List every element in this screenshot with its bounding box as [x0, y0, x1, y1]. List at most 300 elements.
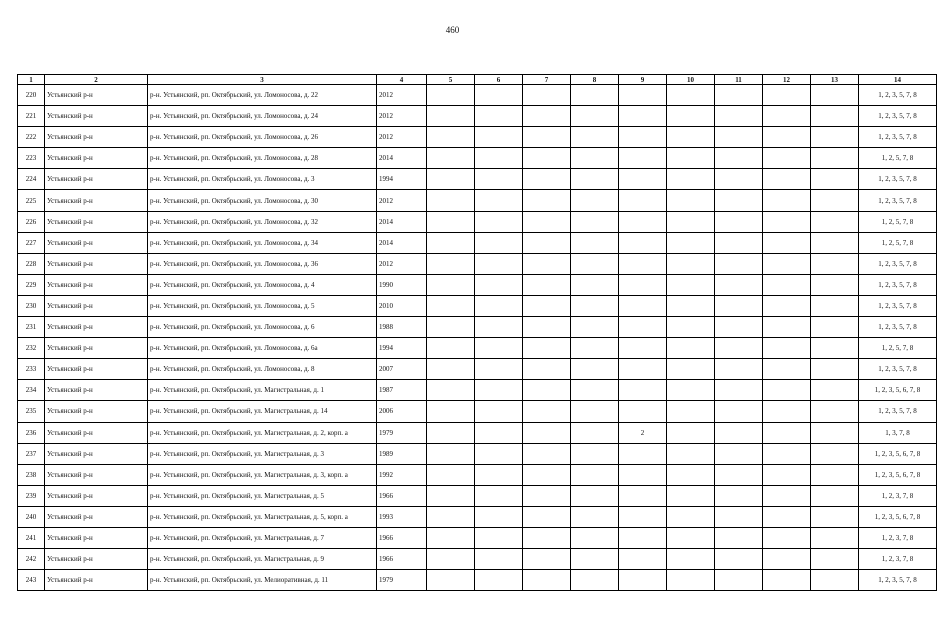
row-number: 226: [18, 211, 45, 232]
row-number: 224: [18, 169, 45, 190]
table-row: [18, 464, 937, 485]
empty-cell: [763, 127, 811, 148]
column-9-cell: [619, 570, 667, 591]
empty-cell: [427, 464, 475, 485]
table-row: [18, 232, 937, 253]
empty-cell: [811, 422, 859, 443]
empty-cell: [427, 85, 475, 106]
column-9-cell: [619, 380, 667, 401]
empty-cell: [667, 211, 715, 232]
empty-cell: [571, 211, 619, 232]
year-cell: 2014: [377, 211, 427, 232]
row-number: 222: [18, 127, 45, 148]
codes-cell: 1, 2, 5, 7, 8: [859, 232, 937, 253]
empty-cell: [715, 380, 763, 401]
table-row: [18, 485, 937, 506]
empty-cell: [523, 443, 571, 464]
empty-cell: [427, 190, 475, 211]
district-cell: Устьянский р-н: [45, 443, 148, 464]
address-cell: р-н. Устьянский, рп. Октябрьский, ул. Магистральная, д. 2, корп. а: [148, 422, 377, 443]
empty-cell: [715, 211, 763, 232]
empty-cell: [763, 380, 811, 401]
empty-cell: [715, 85, 763, 106]
table-row: [18, 570, 937, 591]
district-cell: Устьянский р-н: [45, 232, 148, 253]
empty-cell: [571, 549, 619, 570]
empty-cell: [763, 106, 811, 127]
codes-cell: 1, 2, 3, 5, 7, 8: [859, 570, 937, 591]
codes-cell: 1, 2, 3, 5, 7, 8: [859, 190, 937, 211]
column-header: 5: [427, 75, 475, 85]
table-row: [18, 190, 937, 211]
empty-cell: [811, 190, 859, 211]
empty-cell: [523, 85, 571, 106]
year-cell: 2010: [377, 295, 427, 316]
empty-cell: [715, 485, 763, 506]
empty-cell: [811, 106, 859, 127]
district-cell: Устьянский р-н: [45, 485, 148, 506]
column-header: 13: [811, 75, 859, 85]
column-9-cell: [619, 527, 667, 548]
empty-cell: [571, 190, 619, 211]
empty-cell: [667, 317, 715, 338]
codes-cell: 1, 2, 3, 7, 8: [859, 549, 937, 570]
empty-cell: [427, 169, 475, 190]
empty-cell: [427, 506, 475, 527]
empty-cell: [715, 570, 763, 591]
table-row: [18, 211, 937, 232]
column-9-cell: [619, 148, 667, 169]
year-cell: 1966: [377, 549, 427, 570]
empty-cell: [475, 169, 523, 190]
empty-cell: [715, 190, 763, 211]
column-9-cell: [619, 359, 667, 380]
table-row: [18, 148, 937, 169]
table-row: [18, 380, 937, 401]
empty-cell: [811, 211, 859, 232]
empty-cell: [475, 380, 523, 401]
empty-cell: [811, 295, 859, 316]
empty-cell: [427, 485, 475, 506]
empty-cell: [715, 401, 763, 422]
empty-cell: [763, 211, 811, 232]
empty-cell: [427, 106, 475, 127]
column-9-cell: [619, 485, 667, 506]
column-9-cell: [619, 232, 667, 253]
empty-cell: [427, 295, 475, 316]
district-cell: Устьянский р-н: [45, 549, 148, 570]
row-number: 228: [18, 253, 45, 274]
district-cell: Устьянский р-н: [45, 85, 148, 106]
empty-cell: [667, 148, 715, 169]
empty-cell: [763, 169, 811, 190]
district-cell: Устьянский р-н: [45, 401, 148, 422]
table-row: [18, 317, 937, 338]
empty-cell: [715, 253, 763, 274]
empty-cell: [571, 148, 619, 169]
table-row: [18, 274, 937, 295]
year-cell: 1988: [377, 317, 427, 338]
table-row: [18, 422, 937, 443]
empty-cell: [763, 443, 811, 464]
codes-cell: 1, 2, 5, 7, 8: [859, 148, 937, 169]
empty-cell: [763, 549, 811, 570]
empty-cell: [571, 464, 619, 485]
empty-cell: [763, 359, 811, 380]
address-cell: р-н. Устьянский, рп. Октябрьский, ул. Ломоносова, д. 28: [148, 148, 377, 169]
district-cell: Устьянский р-н: [45, 570, 148, 591]
district-cell: Устьянский р-н: [45, 253, 148, 274]
empty-cell: [427, 380, 475, 401]
empty-cell: [427, 570, 475, 591]
empty-cell: [763, 85, 811, 106]
empty-cell: [475, 211, 523, 232]
empty-cell: [715, 106, 763, 127]
empty-cell: [763, 232, 811, 253]
empty-cell: [763, 570, 811, 591]
empty-cell: [475, 338, 523, 359]
row-number: 227: [18, 232, 45, 253]
empty-cell: [715, 317, 763, 338]
empty-cell: [763, 317, 811, 338]
row-number: 243: [18, 570, 45, 591]
empty-cell: [667, 253, 715, 274]
row-number: 234: [18, 380, 45, 401]
address-cell: р-н. Устьянский, рп. Октябрьский, ул. Ломоносова, д. 3: [148, 169, 377, 190]
address-cell: р-н. Устьянский, рп. Октябрьский, ул. Магистральная, д. 9: [148, 549, 377, 570]
empty-cell: [715, 338, 763, 359]
empty-cell: [763, 527, 811, 548]
year-cell: 2014: [377, 232, 427, 253]
empty-cell: [811, 570, 859, 591]
empty-cell: [715, 127, 763, 148]
column-9-cell: [619, 127, 667, 148]
address-cell: р-н. Устьянский, рп. Октябрьский, ул. Магистральная, д. 5: [148, 485, 377, 506]
empty-cell: [523, 106, 571, 127]
empty-cell: [667, 232, 715, 253]
empty-cell: [667, 422, 715, 443]
year-cell: 2012: [377, 127, 427, 148]
empty-cell: [475, 317, 523, 338]
empty-cell: [475, 570, 523, 591]
district-cell: Устьянский р-н: [45, 295, 148, 316]
empty-cell: [427, 253, 475, 274]
empty-cell: [475, 85, 523, 106]
empty-cell: [523, 253, 571, 274]
address-cell: р-н. Устьянский, рп. Октябрьский, ул. Магистральная, д. 3: [148, 443, 377, 464]
empty-cell: [715, 274, 763, 295]
empty-cell: [667, 127, 715, 148]
header-row: [18, 75, 937, 85]
empty-cell: [763, 274, 811, 295]
empty-cell: [667, 106, 715, 127]
empty-cell: [667, 295, 715, 316]
empty-cell: [667, 549, 715, 570]
codes-cell: 1, 2, 3, 5, 6, 7, 8: [859, 380, 937, 401]
empty-cell: [811, 549, 859, 570]
empty-cell: [475, 127, 523, 148]
table-row: [18, 106, 937, 127]
empty-cell: [811, 317, 859, 338]
codes-cell: 1, 2, 3, 5, 7, 8: [859, 295, 937, 316]
empty-cell: [667, 338, 715, 359]
empty-cell: [715, 422, 763, 443]
empty-cell: [811, 359, 859, 380]
address-cell: р-н. Устьянский, рп. Октябрьский, ул. Ломоносова, д. 6: [148, 317, 377, 338]
district-cell: Устьянский р-н: [45, 169, 148, 190]
empty-cell: [475, 359, 523, 380]
empty-cell: [523, 274, 571, 295]
column-9-cell: [619, 190, 667, 211]
empty-cell: [523, 295, 571, 316]
year-cell: 1994: [377, 169, 427, 190]
empty-cell: [667, 359, 715, 380]
codes-cell: 1, 2, 3, 5, 7, 8: [859, 127, 937, 148]
empty-cell: [763, 190, 811, 211]
empty-cell: [667, 464, 715, 485]
empty-cell: [763, 253, 811, 274]
address-cell: р-н. Устьянский, рп. Октябрьский, ул. Магистральная, д. 3, корп. а: [148, 464, 377, 485]
district-cell: Устьянский р-н: [45, 506, 148, 527]
district-cell: Устьянский р-н: [45, 464, 148, 485]
empty-cell: [811, 232, 859, 253]
district-cell: Устьянский р-н: [45, 211, 148, 232]
registry-table: [17, 74, 937, 591]
empty-cell: [571, 401, 619, 422]
empty-cell: [523, 485, 571, 506]
year-cell: 1993: [377, 506, 427, 527]
address-cell: р-н. Устьянский, рп. Октябрьский, ул. Магистральная, д. 1: [148, 380, 377, 401]
empty-cell: [811, 527, 859, 548]
year-cell: 2012: [377, 253, 427, 274]
column-9-cell: [619, 106, 667, 127]
empty-cell: [523, 127, 571, 148]
row-number: 236: [18, 422, 45, 443]
empty-cell: [763, 464, 811, 485]
empty-cell: [667, 570, 715, 591]
row-number: 233: [18, 359, 45, 380]
district-cell: Устьянский р-н: [45, 317, 148, 338]
empty-cell: [811, 380, 859, 401]
column-header: 10: [667, 75, 715, 85]
district-cell: Устьянский р-н: [45, 127, 148, 148]
table-row: [18, 549, 937, 570]
column-header: 8: [571, 75, 619, 85]
row-number: 231: [18, 317, 45, 338]
year-cell: 1989: [377, 443, 427, 464]
empty-cell: [523, 464, 571, 485]
empty-cell: [715, 443, 763, 464]
empty-cell: [427, 338, 475, 359]
empty-cell: [571, 422, 619, 443]
empty-cell: [475, 106, 523, 127]
row-number: 225: [18, 190, 45, 211]
table-row: [18, 506, 937, 527]
empty-cell: [523, 380, 571, 401]
table-row: [18, 127, 937, 148]
empty-cell: [523, 190, 571, 211]
empty-cell: [475, 464, 523, 485]
year-cell: 1979: [377, 570, 427, 591]
empty-cell: [763, 401, 811, 422]
row-number: 220: [18, 85, 45, 106]
table-row: [18, 527, 937, 548]
row-number: 240: [18, 506, 45, 527]
empty-cell: [523, 359, 571, 380]
address-cell: р-н. Устьянский, рп. Октябрьский, ул. Магистральная, д. 5, корп. а: [148, 506, 377, 527]
empty-cell: [571, 338, 619, 359]
row-number: 237: [18, 443, 45, 464]
empty-cell: [523, 549, 571, 570]
empty-cell: [427, 359, 475, 380]
empty-cell: [715, 169, 763, 190]
empty-cell: [523, 232, 571, 253]
codes-cell: 1, 2, 3, 5, 7, 8: [859, 274, 937, 295]
year-cell: 2014: [377, 148, 427, 169]
year-cell: 2012: [377, 106, 427, 127]
empty-cell: [715, 359, 763, 380]
empty-cell: [763, 295, 811, 316]
empty-cell: [523, 317, 571, 338]
empty-cell: [427, 443, 475, 464]
year-cell: 1992: [377, 464, 427, 485]
codes-cell: 1, 2, 3, 7, 8: [859, 527, 937, 548]
empty-cell: [811, 506, 859, 527]
district-cell: Устьянский р-н: [45, 422, 148, 443]
empty-cell: [427, 422, 475, 443]
empty-cell: [475, 443, 523, 464]
row-number: 239: [18, 485, 45, 506]
address-cell: р-н. Устьянский, рп. Октябрьский, ул. Магистральная, д. 14: [148, 401, 377, 422]
empty-cell: [427, 211, 475, 232]
address-cell: р-н. Устьянский, рп. Октябрьский, ул. Ломоносова, д. 32: [148, 211, 377, 232]
column-header: 6: [475, 75, 523, 85]
empty-cell: [811, 253, 859, 274]
empty-cell: [523, 422, 571, 443]
district-cell: Устьянский р-н: [45, 359, 148, 380]
codes-cell: 1, 2, 3, 5, 6, 7, 8: [859, 506, 937, 527]
table-row: [18, 338, 937, 359]
empty-cell: [475, 485, 523, 506]
empty-cell: [475, 506, 523, 527]
empty-cell: [523, 506, 571, 527]
empty-cell: [571, 443, 619, 464]
address-cell: р-н. Устьянский, рп. Октябрьский, ул. Магистральная, д. 7: [148, 527, 377, 548]
codes-cell: 1, 2, 3, 5, 7, 8: [859, 317, 937, 338]
column-header: 9: [619, 75, 667, 85]
codes-cell: 1, 2, 3, 5, 7, 8: [859, 401, 937, 422]
column-header: 3: [148, 75, 377, 85]
column-9-cell: [619, 169, 667, 190]
column-9-cell: [619, 211, 667, 232]
empty-cell: [715, 295, 763, 316]
column-9-cell: 2: [619, 422, 667, 443]
column-header: 11: [715, 75, 763, 85]
empty-cell: [667, 527, 715, 548]
row-number: 241: [18, 527, 45, 548]
empty-cell: [523, 169, 571, 190]
empty-cell: [571, 232, 619, 253]
year-cell: 2006: [377, 401, 427, 422]
row-number: 230: [18, 295, 45, 316]
row-number: 229: [18, 274, 45, 295]
empty-cell: [667, 380, 715, 401]
address-cell: р-н. Устьянский, рп. Октябрьский, ул. Ломоносова, д. 36: [148, 253, 377, 274]
empty-cell: [427, 317, 475, 338]
empty-cell: [763, 506, 811, 527]
district-cell: Устьянский р-н: [45, 106, 148, 127]
empty-cell: [811, 127, 859, 148]
address-cell: р-н. Устьянский, рп. Октябрьский, ул. Ломоносова, д. 22: [148, 85, 377, 106]
empty-cell: [571, 127, 619, 148]
row-number: 238: [18, 464, 45, 485]
empty-cell: [571, 527, 619, 548]
column-9-cell: [619, 253, 667, 274]
address-cell: р-н. Устьянский, рп. Октябрьский, ул. Ломоносова, д. 6а: [148, 338, 377, 359]
district-cell: Устьянский р-н: [45, 274, 148, 295]
empty-cell: [571, 295, 619, 316]
year-cell: 1966: [377, 485, 427, 506]
address-cell: р-н. Устьянский, рп. Октябрьский, ул. Ломоносова, д. 26: [148, 127, 377, 148]
empty-cell: [811, 464, 859, 485]
address-cell: р-н. Устьянский, рп. Октябрьский, ул. Ломоносова, д. 24: [148, 106, 377, 127]
codes-cell: 1, 3, 7, 8: [859, 422, 937, 443]
empty-cell: [427, 232, 475, 253]
codes-cell: 1, 2, 3, 5, 7, 8: [859, 169, 937, 190]
codes-cell: 1, 2, 3, 5, 7, 8: [859, 106, 937, 127]
district-cell: Устьянский р-н: [45, 527, 148, 548]
row-number: 235: [18, 401, 45, 422]
empty-cell: [475, 190, 523, 211]
empty-cell: [571, 359, 619, 380]
year-cell: 1990: [377, 274, 427, 295]
codes-cell: 1, 2, 3, 5, 7, 8: [859, 359, 937, 380]
table-row: [18, 169, 937, 190]
empty-cell: [811, 148, 859, 169]
empty-cell: [715, 506, 763, 527]
empty-cell: [763, 338, 811, 359]
address-cell: р-н. Устьянский, рп. Октябрьский, ул. Ломоносова, д. 34: [148, 232, 377, 253]
empty-cell: [715, 527, 763, 548]
empty-cell: [715, 232, 763, 253]
empty-cell: [667, 443, 715, 464]
year-cell: 1966: [377, 527, 427, 548]
column-9-cell: [619, 549, 667, 570]
empty-cell: [475, 295, 523, 316]
district-cell: Устьянский р-н: [45, 380, 148, 401]
row-number: 223: [18, 148, 45, 169]
empty-cell: [811, 338, 859, 359]
column-header: 7: [523, 75, 571, 85]
empty-cell: [523, 570, 571, 591]
empty-cell: [667, 274, 715, 295]
empty-cell: [571, 274, 619, 295]
address-cell: р-н. Устьянский, рп. Октябрьский, ул. Ломоносова, д. 5: [148, 295, 377, 316]
year-cell: 2012: [377, 85, 427, 106]
empty-cell: [523, 338, 571, 359]
year-cell: 2012: [377, 190, 427, 211]
district-cell: Устьянский р-н: [45, 190, 148, 211]
codes-cell: 1, 2, 3, 5, 7, 8: [859, 253, 937, 274]
empty-cell: [475, 422, 523, 443]
table-row: [18, 401, 937, 422]
address-cell: р-н. Устьянский, рп. Октябрьский, ул. Мелиоративная, д. 11: [148, 570, 377, 591]
column-9-cell: [619, 274, 667, 295]
empty-cell: [427, 527, 475, 548]
column-9-cell: [619, 317, 667, 338]
codes-cell: 1, 2, 3, 7, 8: [859, 485, 937, 506]
empty-cell: [811, 169, 859, 190]
